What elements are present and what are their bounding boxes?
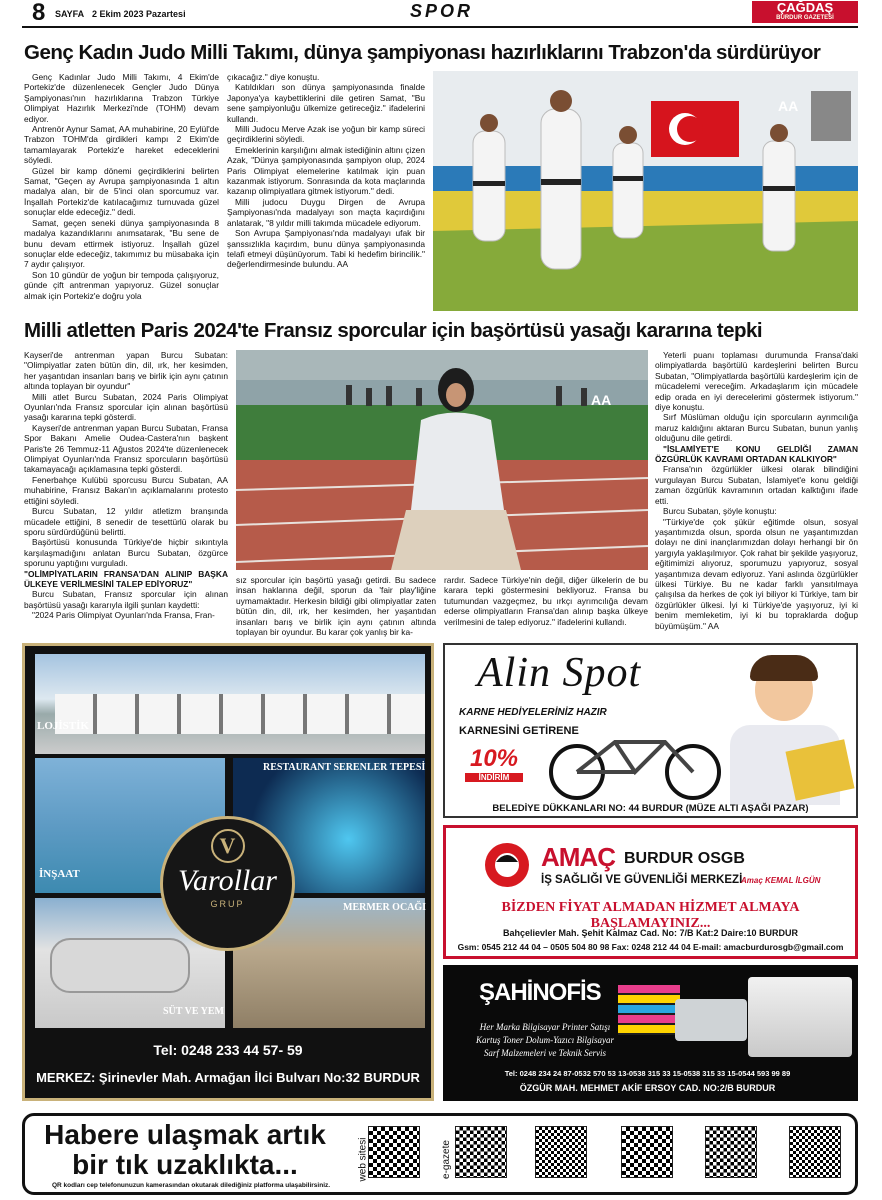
judo-photo-image <box>433 71 858 311</box>
paragraph: sız sporcular için başörtü yasağı getirdi. Bu sadece insan haklarına değil, sporun da 'fair play'liğine uymamaktadır. Herkesin bildiği gibi olimpiyatlar zaten bütün din, dil, ırk, her kesimden, her yaşantıdan insanları barış ve birlik için aynı çatının altında toplayan bir oyundur. Bu karar çok yanlış bir ka- <box>236 575 436 638</box>
paragraph: Milli Judocu Merve Azak ise yoğun bir kamp süreci geçirdiklerini söyledi. <box>227 124 425 145</box>
paragraph: Milli atlet Burcu Subatan, 2024 Paris Olimpiyat Oyunları'nda Fransız sporcular için alınan başörtüsü yasağı kararına tepki gösterdi. <box>24 391 228 423</box>
copier-icon <box>748 977 852 1057</box>
paragraph: Güzel bir kamp dönemi geçirdiklerini belirten Samat, "Geçen ay Avrupa şampiyonasında 1 altın madalya alan, bir de 5'inci olan sporcumuz var. İnşallah Portekiz'de katılacağımız turnuvada güzel sonuçlar elde edeceğiz." dedi. <box>24 165 219 218</box>
article2-col1 <box>24 350 228 638</box>
label-insaat: İNŞAAT <box>39 868 80 880</box>
discount-label: İNDİRİM <box>465 773 523 782</box>
subheading: "İSLAMİYET'E KONU GELDİĞİ ZAMAN ÖZGÜRLÜK KAVRAMI ORTADAN KALKIYOR" <box>655 443 858 465</box>
athlete-photo <box>236 350 648 570</box>
alin-brand: Alin Spot <box>477 650 642 696</box>
paragraph: "Türkiye'de çok şükür eğitimde olsun, sosyal yaşantımızda olsun, sporda olsun ne yaşantımızdan dolayı ne dini inançlarımızdan dolayı herhangi bir ön yargıyla yaklaşılmıyor. Çok rahat bir şekilde yaşıyoruz, eğitimimizi alıyoruz, sporumuzu yapıyoruz, sosyal yaşantımıza devam ediyoruz. Yani aslında özgürlükler ülkesi Türkiye. Bu ne kadar farklı yansıtılmaya çalışılsa da herkes de çok iyi biliyor ki Türkiye, tam bir özgürlükler ülkesi. İyi ki Türkiye'de yaşıyoruz, iyi ki benim memleketim, iyi ki bu topraklarda doğup büyümüşüm." AA <box>655 516 858 631</box>
amac-person: Amaç KEMAL İLGÜN <box>741 876 821 885</box>
paragraph: Burcu Subatan, Fransız sporcular için alınan başörtüsü yasağı kararıyla ilgili şunları kaydetti: <box>24 589 228 610</box>
alin-address: BELEDİYE DÜKKANLARI NO: 44 BURDUR (MÜZE ALTI AŞAĞI PAZAR) <box>492 803 809 814</box>
sahin-address: ÖZGÜR MAH. MEHMET AKİF ERSOY CAD. NO:2/B BURDUR <box>519 1083 776 1093</box>
label-restaurant: RESTAURANT SERENLER TEPESİ <box>263 762 426 773</box>
issue-date: 2 Ekim 2023 Pazartesi <box>92 9 186 19</box>
alin-line2: KARNESİNİ GETİRENE <box>459 725 579 737</box>
logo-text: ÇAĞDAŞ <box>776 0 834 15</box>
paragraph: Fransa'nın özgürlükler ülkesi olarak bilindiğini vurgulayan Burcu Subatan, İslamiyet'e konu geldiği zaman özgürlük kavramının ortadan kalktığını ifade etti. <box>655 464 858 506</box>
amac-subtitle: İŞ SAĞLIĞI VE GÜVENLİĞİ MERKEZİ <box>541 874 743 886</box>
label-lojistik: LOJİSTİK <box>37 720 89 732</box>
sahin-services <box>465 1021 625 1060</box>
logistics-image <box>35 654 425 754</box>
article1-title: Genç Kadın Judo Milli Takımı, dünya şampiyonası hazırlıklarını Trabzon'da sürdürüyor <box>24 41 821 64</box>
amac-brand: AMAÇ <box>541 842 615 872</box>
gear-helmet-icon <box>482 840 532 890</box>
qr-instagram-icon[interactable] <box>705 1126 757 1178</box>
varollar-address: MERKEZ: Şirinevler Mah. Armağan İlci Bulvarı No:32 BURDUR <box>36 1070 420 1085</box>
paragraph: "2024 Paris Olimpiyat Oyunları'nda Fransa, Fran- <box>32 610 215 621</box>
qr-egazete-icon[interactable] <box>455 1126 507 1178</box>
footer-note: QR kodları cep telefonunuzun kamerasından okutarak dilediğiniz platforma ulaşabilirsiniz. <box>51 1182 331 1189</box>
child-illustration <box>710 655 855 805</box>
printer-icon <box>675 999 747 1041</box>
logo-sub: BURDUR GAZETESİ <box>776 15 834 21</box>
paragraph: Emeklerinin karşılığını almak istediğinin altını çizen Azak, "Dünya şampiyonasında şampiyon olup, 2024 Paris Olimpiyat elemelerine katılmak için puan kazanmak istiyorum. Sonrasında da kota maçlarında kazanıp olimpiyatlara gitmek istiyorum." dedi. <box>227 144 425 197</box>
varollar-ad <box>22 643 434 1101</box>
article2-title: Milli atletten Paris 2024'te Fransız sporcular için başörtüsü yasağı kararına tepki <box>24 319 763 342</box>
label-mermer: MERMER OCAĞI <box>343 902 427 913</box>
article2-col3 <box>444 575 648 639</box>
bicycle-icon <box>545 727 725 802</box>
paragraph: Antrenör Aynur Samat, AA muhabirine, 20 Eylül'de Trabzon TOHM'da girdikleri kampı 2 Ekim'de tamamlayarak Portekiz'e hareket edeceklerini söyledi. <box>24 124 219 166</box>
footer-banner <box>22 1113 858 1195</box>
sahin-brand: ŞAHİNOFİS <box>479 979 601 1006</box>
label-sut: SÜT VE YEM <box>163 1006 224 1017</box>
amac-address: Bahçelievler Mah. Şehit Kalmaz Cad. No: 7/B Kat:2 Daire:10 BURDUR <box>502 928 799 938</box>
amac-contacts: Gsm: 0545 212 44 04 – 0505 504 80 98 Fax: 0248 212 44 04 E-mail: amacburdurosgb@gmail.com <box>457 942 844 952</box>
sahin-phones: Tel: 0248 234 24 87-0532 570 53 13-0538 315 33 15-0538 315 33 15-0544 593 99 89 <box>504 1069 791 1078</box>
v-emblem-icon: V <box>211 829 245 863</box>
section-title: SPOR <box>410 1 474 21</box>
paragraph: rardır. Sadece Türkiye'nin değil, diğer ülkelerin de bu karara tepki göstermesini bekliyoruz. Fransa bu tutumundan vazgeçmez, bu ırkçı ayrımcılığa devam ederse olimpiyatların Fransa'dan alınıp başka ülkeye verilmesini de talep ediyoruz." ifadelerini kullandı. <box>444 575 648 627</box>
page-number: 8 <box>32 0 46 26</box>
logo-brand: Varollar <box>178 864 277 897</box>
logo-grup: GRUP <box>210 899 245 909</box>
sahin-ofis-ad <box>443 965 858 1101</box>
photo-credit: AA <box>591 392 612 408</box>
photo-credit: AA <box>778 98 799 114</box>
athlete-photo-image <box>236 350 648 570</box>
article1-col2 <box>227 72 425 304</box>
paragraph: Son 10 gündür de yoğun bir tempoda çalışıyoruz, günde çift antrenman yapıyoruz. Güzel sonuçlar almak için Portekiz'e doğru yola <box>24 269 219 301</box>
paragraph: Kayseri'de antrenman yapan Burcu Subatan: "Olimpiyatlar zaten bütün din, dil, ırk, her kesimden, her yaşantıdan insanları barış ve birlik için aynı çatının altında toplayan bir oyundur" <box>24 350 228 392</box>
amac-osgb-ad <box>443 825 858 959</box>
alin-spot-ad <box>443 643 858 818</box>
qr-facebook-icon[interactable] <box>535 1126 587 1178</box>
sahin-line3: Sarf Malzemeleri ve Teknik Servis <box>483 1048 607 1058</box>
varollar-phone: Tel: 0248 233 44 57- 59 <box>153 1042 303 1058</box>
paragraph: Kayseri'de antrenman yapan Burcu Subatan, Fransa Spor Bakanı Amelie Oudea-Castera'nın başkent Paris'te 26 Temmuz-11 Ağustos 2024'te düzenlenecek Olimpiyat Oyunları'nda Fransız sporcuların başörtüsü takamayacağı açıklamasına tepki gösterdi. <box>24 422 228 475</box>
varollar-logo <box>160 816 295 951</box>
paragraph: çıkacağız." diye konuştu. <box>227 72 320 82</box>
article2-col2 <box>236 575 436 639</box>
paragraph: Fenerbahçe Kulübü sporcusu Burcu Subatan, AA muhabirine, Fransız Bakan'ın açıklamalarını protesto ettiğini söyledi. <box>24 474 228 506</box>
footer-line1: Habere ulaşmak artık <box>44 1119 326 1150</box>
page-word: SAYFA <box>55 9 85 19</box>
subheading: "OLİMPİYATLARIN FRANSA'DAN ALINIP BAŞKA ÜLKEYE VERİLMESİNİ TALEP EDİYORUZ" <box>24 568 228 589</box>
qr-twitter-icon[interactable] <box>621 1126 673 1178</box>
paragraph: Sırf Müslüman olduğu için sporcuların ayrımcılığa maruz kaldığını aktaran Burcu Subatan, bunun yanlış olduğunu dile getirdi. <box>655 412 858 444</box>
paragraph: Milli judocu Duygu Dirgen de Avrupa Şampiyonası'nda madalyayı son maçta kaçırdığını anlatarak, "8 yıldır milli takımda mücadele ediyorum. <box>227 196 425 228</box>
article2-col4 <box>655 350 858 638</box>
sahin-line2: Kartuş Toner Dolum-Yazıcı Bilgisayar <box>475 1035 615 1045</box>
paragraph: Samat, geçen seneki dünya şampiyonasında 8 madalya kazandıklarını anımsatarak, "Bu sene de bunu devam ettirmek istiyoruz. İnşallah güzel sonuçlar elde edeceğiz, takımımız bu müsabaka için 7 aydır çalışıyor. <box>24 217 219 270</box>
qr-website-icon[interactable] <box>368 1126 420 1178</box>
sahin-line1: Her Marka Bilgisayar Printer Satışı <box>479 1022 611 1032</box>
paragraph: Genç Kadınlar Judo Milli Takımı, 4 Ekim'de Portekiz'de düzenlenecek Gençler Judo Dünya Şampiyonası'nın hazırlıklarına Trabzon Türkiye Olimpiyat Hazırlık Merkezi'nde (TOHM) devam ediyor. <box>24 72 219 124</box>
egazete-label: e-gazete <box>440 1140 452 1179</box>
discount-badge <box>465 745 523 793</box>
cartridges-icon <box>618 985 680 1035</box>
alin-line1: KARNE HEDİYELERİNİZ HAZIR <box>459 707 607 718</box>
paragraph: Yeterli puanı toplaması durumunda Fransa'daki olimpiyatlarda başörtülü kardeşlerini belirten Burcu Subatan, "Olimpiyatlarda başörtülü kardeşlerim için de mücadelemi vereceğim. Arkadaşlarım için mücadele edip orada en iyi derecelerimi göstermek istiyorum." diye konuştu. <box>655 350 858 413</box>
footer-line2: bir tık uzaklıkta... <box>72 1149 298 1180</box>
paragraph: Başörtüsü konusunda Türkiye'de hiçbir sıkıntıyla karşılaşmadığını anlatan Burcu Subatan, özgürce sporunu yaptığını vurguladı. <box>24 537 228 569</box>
paragraph: Son Avrupa Şampiyonası'nda madalyayı ufak bir şanssızlıkla kaçırdım, bunu dünya şampiyonasında telafi etmeyi düşünüyorum. Tabi ki hedefim birincilik." değerlendirmesinde bulundu. AA <box>227 228 425 270</box>
amac-brand2: BURDUR OSGB <box>624 850 745 867</box>
page-header <box>22 0 858 28</box>
paragraph: Katıldıkları son dünya şampiyonasında finalde Japonya'ya kaybettiklerini dile getiren Samat, "Bu sene şampiyonluğu ülkemize getireceğiz." ifadelerini kullandı. <box>227 82 425 124</box>
qr-linkedin-icon[interactable] <box>789 1126 841 1178</box>
web-label: web sitesi <box>357 1137 369 1182</box>
discount-value: 10% <box>469 745 519 772</box>
newspaper-logo <box>752 1 858 23</box>
judo-photo <box>433 71 858 311</box>
paragraph: Burcu Subatan, şöyle konuştu: <box>663 506 777 517</box>
article1-col1 <box>24 72 219 304</box>
amac-slogan: BİZDEN FİYAT ALMADAN HİZMET ALMAYA BAŞLAMAYINIZ... <box>501 900 800 931</box>
paragraph: Burcu Subatan, 12 yıldır atletizm branşında mücadele ettiğini, 8 senedir de tesettürlü olarak bu sporu sürdürdüğünü belirtti. <box>24 506 228 537</box>
